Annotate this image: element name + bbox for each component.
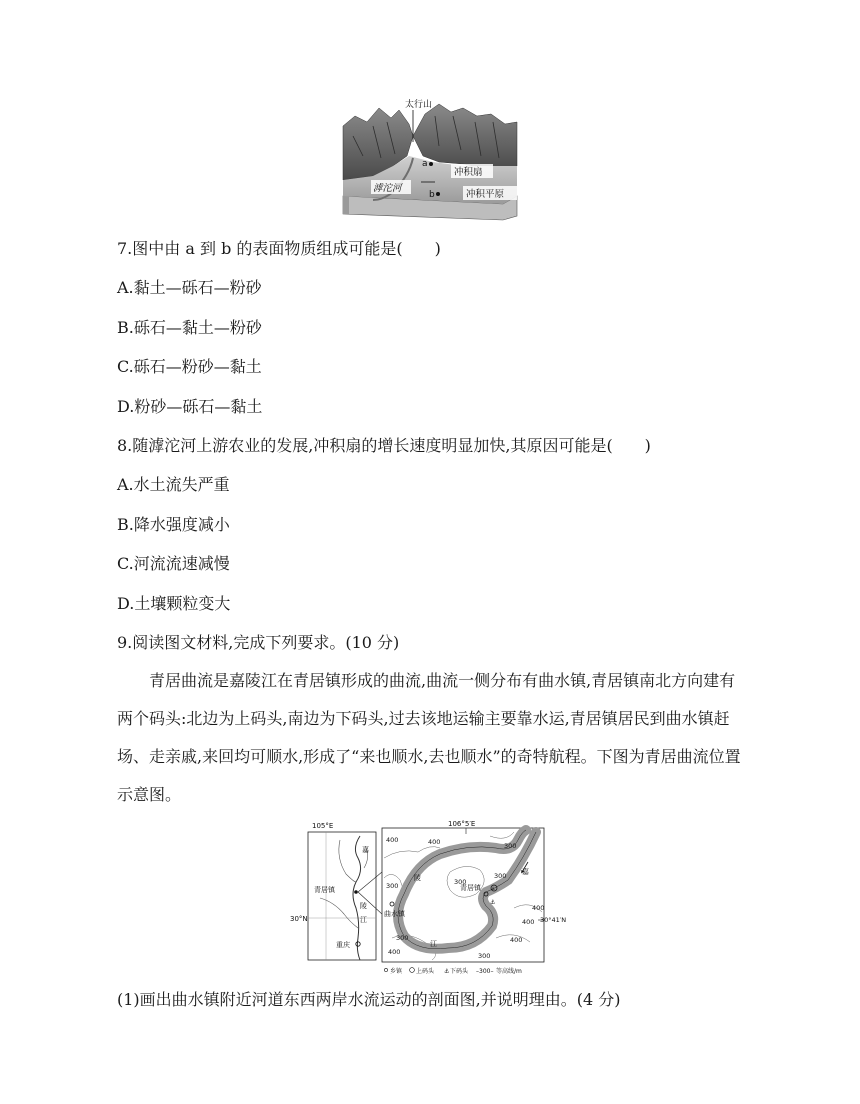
- contour-label: 300: [494, 872, 507, 880]
- question-8-option-a: A.水土流失严重: [117, 475, 230, 494]
- map-legend: [384, 967, 522, 975]
- question-8-stem: 8.随滹沱河上游农业的发展,冲积扇的增长速度明显加快,其原因可能是( ): [117, 436, 651, 455]
- inset-city-label: 重庆: [336, 941, 350, 949]
- point-b-label: b: [429, 190, 435, 200]
- question-8-option-b: B.降水强度减小: [117, 515, 230, 534]
- contour-label: 300: [396, 934, 409, 942]
- legend-town: 乡镇: [390, 968, 403, 975]
- question-8-option-c: C.河流流速减慢: [117, 554, 230, 573]
- contour-label: 300: [454, 878, 467, 886]
- terrain-figure: [343, 96, 517, 220]
- inset-river-char-2: 陵: [360, 902, 367, 910]
- question-9-sub-1: (1)画出曲水镇附近河道东西两岸水流运动的剖面图,并说明理由。(4 分): [117, 990, 621, 1009]
- qingju-town-label: 青居镇: [460, 884, 481, 892]
- qushui-town-label: 曲水镇: [384, 910, 405, 918]
- main-river-char-2: 嘉: [522, 868, 529, 876]
- contour-label: 300: [478, 952, 491, 960]
- anchor-icon: ⚓: [491, 887, 496, 892]
- point-a-label: a: [422, 159, 428, 169]
- contour-label: 300: [386, 882, 399, 890]
- legend-lower-wharf: 下码头: [450, 968, 469, 975]
- main-river-char-1: 陵: [414, 874, 421, 882]
- contour-label: 300: [504, 842, 517, 850]
- river-label: 滹沱河: [373, 183, 402, 194]
- legend-contour-sample: –300–: [476, 968, 494, 975]
- mountain-label: 太行山: [405, 100, 433, 110]
- lower-wharf-icon: ⚓: [490, 899, 496, 906]
- contour-label: 400: [428, 838, 441, 846]
- contour-label: 400: [386, 836, 399, 844]
- contour-label: 400: [510, 936, 523, 944]
- inset-river-char-1: 嘉: [362, 846, 369, 854]
- main-lon-label: 106°5′E: [448, 820, 476, 828]
- terrain-diagram: [343, 96, 517, 220]
- fan-label: 冲积扇: [454, 167, 483, 178]
- contour-label: 400: [522, 918, 535, 926]
- contour-label: 400: [532, 904, 545, 912]
- main-lat-label: 30°41′N: [540, 916, 567, 924]
- legend-upper-wharf: 上码头: [416, 968, 435, 975]
- legend-anchor-icon: ⚓: [444, 968, 450, 975]
- point-b-marker: [436, 192, 440, 196]
- meander-map-figure: [290, 818, 567, 978]
- contour-label: 400: [388, 948, 401, 956]
- inset-lat-label: 30°N: [290, 915, 308, 923]
- inset-town-marker: [354, 890, 358, 894]
- legend-contour: 等高线/m: [496, 968, 522, 975]
- question-7-option-b: B.砾石—黏土—粉砂: [117, 318, 262, 337]
- question-7-option-a: A.黏土—砾石—粉砂: [117, 278, 262, 297]
- inset-lon-label: 105°E: [312, 822, 334, 830]
- question-8-option-d: D.土壤颗粒变大: [117, 594, 231, 613]
- point-a-marker: [429, 162, 433, 166]
- plain-label: 冲积平原: [466, 189, 505, 200]
- question-7-option-d: D.粉砂—砾石—黏土: [117, 397, 263, 416]
- meander-map: [290, 818, 567, 978]
- inset-town-label: 青居镇: [314, 886, 335, 894]
- main-river-char-3: 江: [430, 940, 437, 948]
- question-9-stem: 9.阅读图文材料,完成下列要求。(10 分): [117, 633, 400, 652]
- question-7-option-c: C.砾石—粉砂—黏土: [117, 357, 262, 376]
- question-7-stem: 7.图中由 a 到 b 的表面物质组成可能是( ): [117, 239, 441, 258]
- inset-river-char-3: 江: [360, 916, 367, 924]
- question-9-paragraph: 青居曲流是嘉陵江在青居镇形成的曲流,曲流一侧分布有曲水镇,青居镇南北方向建有两个码头:北边为上码头,南边为下码头,过去该地运输主要靠水运,青居镇居民到曲水镇赶场、走亲戚,来回均可顺水,形成了“来也顺水,去也顺水”的奇特航程。下图为青居曲流位置示意图。: [117, 671, 741, 804]
- question-9-material: [117, 662, 747, 814]
